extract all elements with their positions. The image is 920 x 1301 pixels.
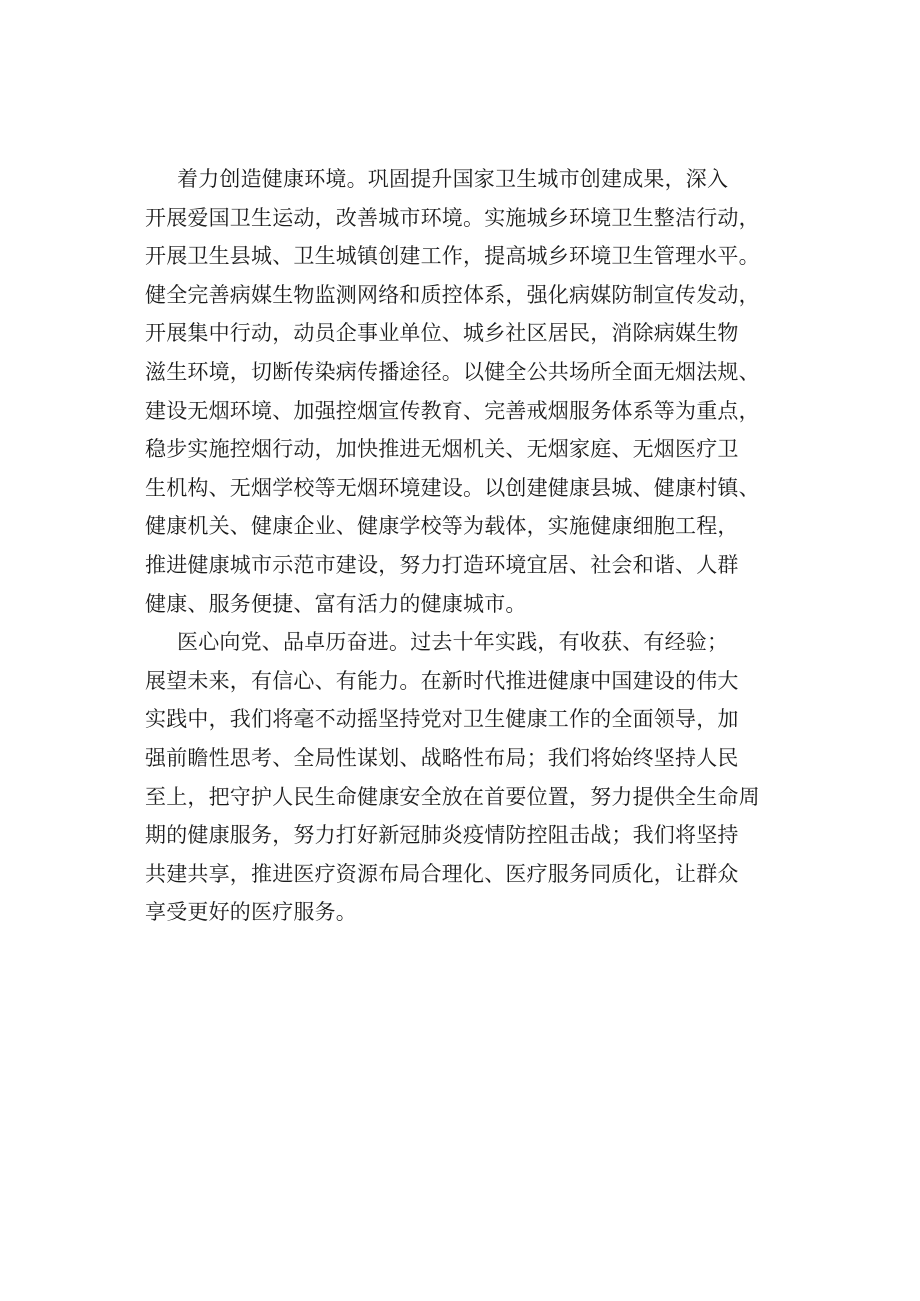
text-line: 着力创造健康环境。巩固提升国家卫生城市创建成果，深入 [177,167,729,191]
text-line: 健康机关、健康企业、健康学校等为载体，实施健康细胞工程， [145,514,739,539]
text-line: 健康、服务便捷、富有活力的健康城市。 [145,591,527,616]
text-line: 开展卫生县城、卫生城镇创建工作，提高城乡环境卫生管理水平。 [145,244,760,269]
text-line: 生机构、无烟学校等无烟环境建设。以创建健康县城、健康村镇、 [145,475,760,500]
text-line: 强前瞻性思考、全局性谋划、战略性布局；我们将始终坚持人民 [145,745,739,770]
text-line: 滋生环境，切断传染病传播途径。以健全公共场所全面无烟法规、 [145,359,760,384]
text-line: 展望未来，有信心、有能力。在新时代推进健康中国建设的伟大 [145,668,739,693]
text-line: 推进健康城市示范市建设，努力打造环境宜居、社会和谐、人群 [145,552,739,577]
text-line: 至上，把守护人民生命健康安全放在首要位置，努力提供全生命周 [145,784,760,809]
paragraph-party-progress [145,623,815,932]
text-line: 开展爱国卫生运动，改善城市环境。实施城乡环境卫生整洁行动， [145,205,760,230]
text-line: 稳步实施控烟行动，加快推进无烟机关、无烟家庭、无烟医疗卫 [145,437,739,462]
text-line: 共建共享，推进医疗资源布局合理化、医疗服务同质化，让群众 [145,861,739,886]
text-line: 期的健康服务，努力打好新冠肺炎疫情防控阻击战；我们将坚持 [145,823,739,848]
text-line: 医心向党、品卓历奋进。过去十年实践，有收获、有经验； [177,630,729,655]
body-text [145,160,815,932]
paragraph-health-environment [145,160,815,623]
text-line: 开展集中行动，动员企事业单位、城乡社区居民，消除病媒生物 [145,321,739,346]
text-line: 享受更好的医疗服务。 [145,900,357,925]
text-line: 实践中，我们将毫不动摇坚持党对卫生健康工作的全面领导，加 [145,707,739,732]
text-line: 健全完善病媒生物监测网络和质控体系，强化病媒防制宣传发动， [145,282,760,307]
text-line: 建设无烟环境、加强控烟宣传教育、完善戒烟服务体系等为重点， [145,398,760,423]
